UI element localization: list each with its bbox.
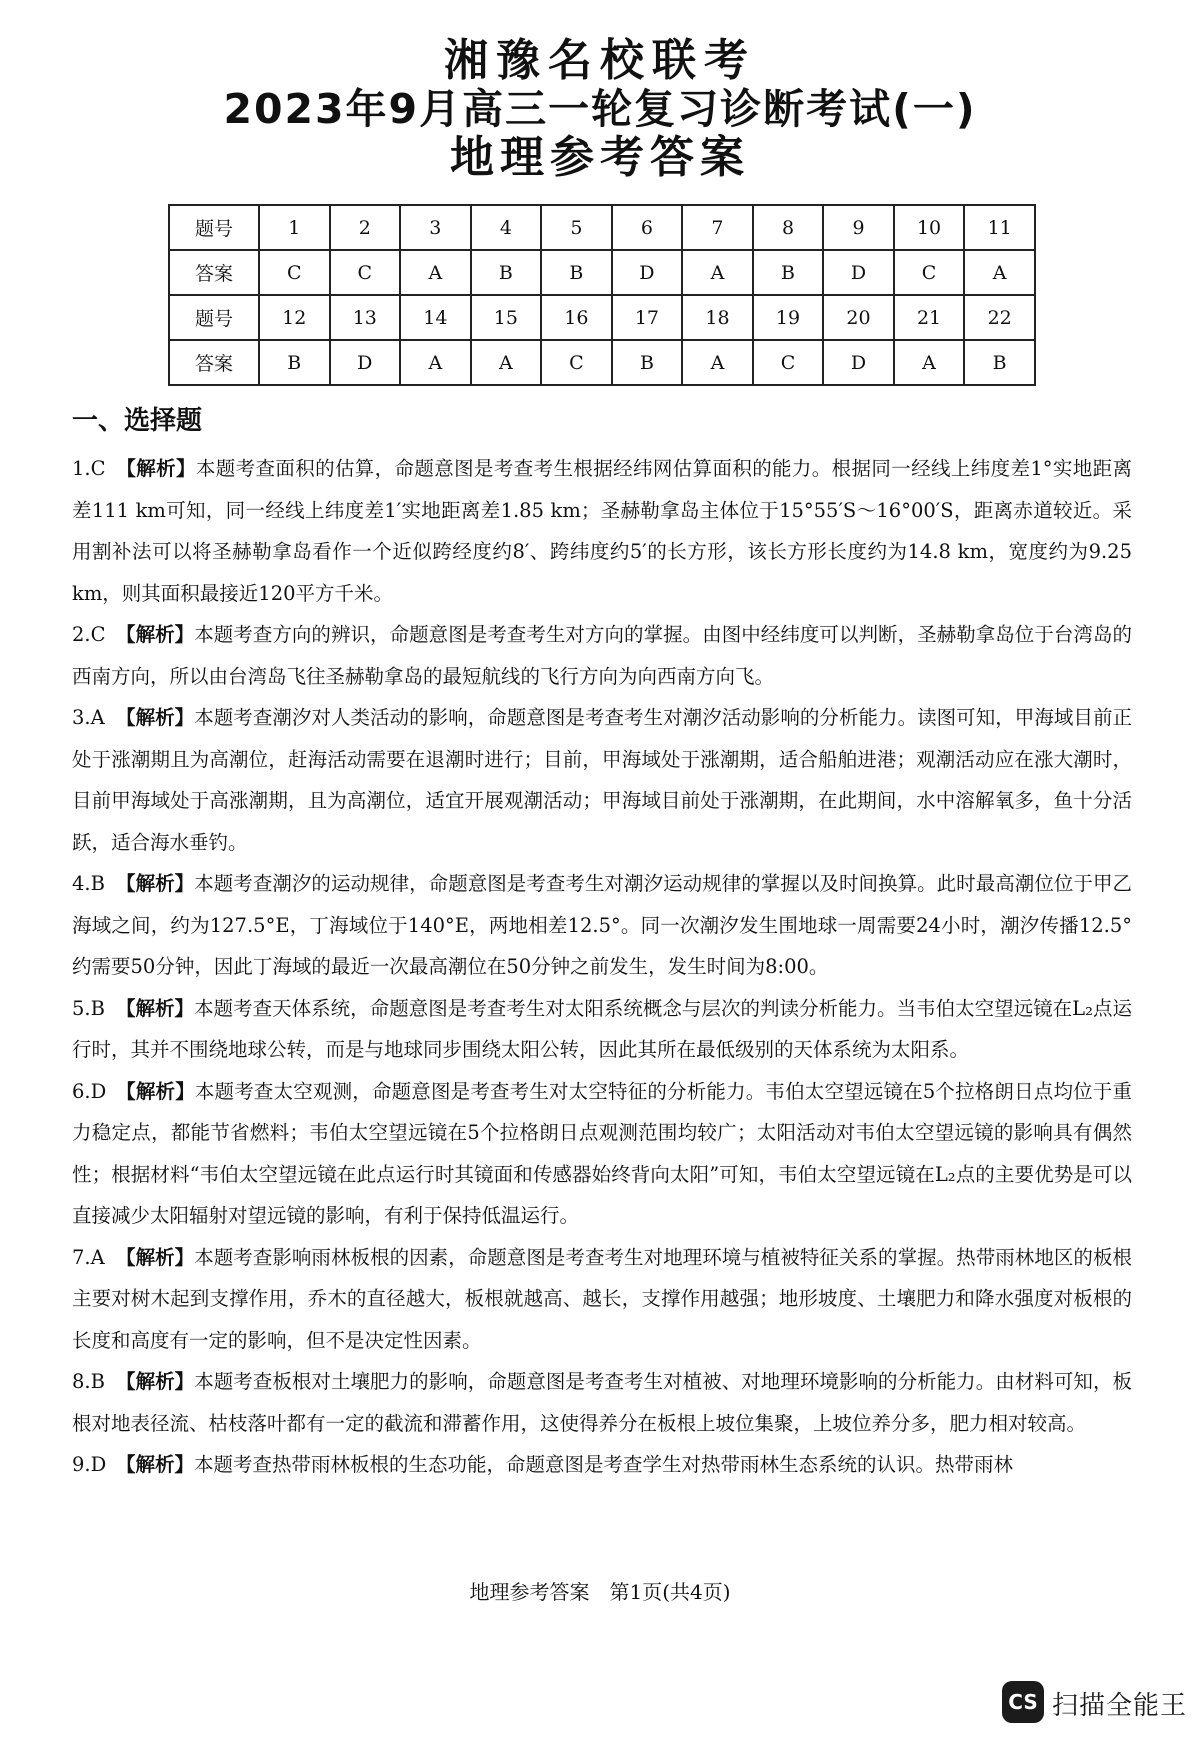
analysis-tag: 【解析】 [116, 706, 195, 729]
question-number: 11 [964, 205, 1035, 250]
question-answer-label: 7.A [72, 1245, 105, 1269]
section-title: 一、选择题 [72, 406, 203, 436]
camscanner-logo-icon: CS [1002, 1681, 1044, 1723]
question-number: 6 [612, 205, 683, 250]
question-item [72, 1444, 1132, 1486]
analysis-tag: 【解析】 [116, 623, 195, 646]
answer-cell: D [823, 250, 894, 295]
analysis-text: 本题考查热带雨林板根的生态功能，命题意图是考查学生对热带雨林生态系统的认识。热带雨林 [194, 1453, 1014, 1476]
answer-cell: A [682, 340, 753, 385]
question-number: 17 [612, 295, 683, 340]
analysis-text: 本题考查面积的估算，命题意图是考查考生根据经纬网估算面积的能力。根据同一经线上纬度差1°实地距离差111 km可知，同一经线上纬度差1′实地距离差1.85 km；圣赫勒拿岛主体位于15°55′S～16°00′S，距离赤道较近。采用割补法可以将圣赫勒拿岛看作一个近似跨经度约8′、跨纬度约5′的长方形，该长方形长度约为14.8 km，宽度约为9.25 km，则其面积最接近120平方千米。 [72, 457, 1132, 605]
answer-cell: B [753, 250, 824, 295]
row-label: 答案 [169, 340, 259, 385]
answer-cell: D [330, 340, 401, 385]
answer-cell: B [541, 250, 612, 295]
question-number: 16 [541, 295, 612, 340]
answer-cell: A [894, 340, 965, 385]
answer-cell: C [541, 340, 612, 385]
row-label: 答案 [169, 250, 259, 295]
question-item [72, 863, 1132, 988]
question-number: 21 [894, 295, 965, 340]
question-number: 3 [400, 205, 471, 250]
question-answer-label: 2.C [72, 623, 106, 646]
row-label: 题号 [169, 205, 259, 250]
question-item [72, 697, 1132, 863]
question-number: 4 [471, 205, 542, 250]
question-number: 20 [823, 295, 894, 340]
analysis-text: 本题考查潮汐的运动规律，命题意图是考查考生对潮汐运动规律的掌握以及时间换算。此时最高潮位位于甲乙海域之间，约为127.5°E，丁海域位于140°E，两地相差12.5°。同一次潮汐发生围地球一周需要24小时，潮汐传播12.5°约需要50分钟，因此丁海域的最近一次最高潮位在50分钟之前发生，发生时间为8:00。 [72, 872, 1132, 978]
question-item [72, 988, 1132, 1071]
answer-cell: B [471, 250, 542, 295]
question-number-row [169, 205, 1035, 250]
analysis-text: 本题考查板根对土壤肥力的影响，命题意图是考查考生对植被、对地理环境影响的分析能力。由材料可知，板根对地表径流、枯枝落叶都有一定的截流和滞蓄作用，这使得养分在板根上坡位集聚，上坡位养分多，肥力相对较高。 [72, 1370, 1132, 1435]
analysis-text: 本题考查方向的辨识，命题意图是考查考生对方向的掌握。由图中经纬度可以判断，圣赫勒拿岛位于台湾岛的西南方向，所以由台湾岛飞往圣赫勒拿岛的最短航线的飞行方向为向西南方向飞。 [72, 623, 1132, 688]
question-answer-label: 6.D [72, 1079, 107, 1103]
answer-cell: A [682, 250, 753, 295]
exam-name-title: 2023年9月高三一轮复习诊断考试(一) [223, 85, 977, 133]
question-number: 12 [259, 295, 330, 340]
answer-cell: C [259, 250, 330, 295]
question-number: 15 [471, 295, 542, 340]
analysis-tag: 【解析】 [116, 1079, 195, 1103]
analysis-tag: 【解析】 [116, 872, 195, 895]
question-number: 7 [682, 205, 753, 250]
answer-cell: D [823, 340, 894, 385]
analysis-tag: 【解析】 [116, 1453, 195, 1476]
answer-row [169, 340, 1035, 385]
answer-cell: A [471, 340, 542, 385]
answer-cell: C [330, 250, 401, 295]
analysis-text: 本题考查影响雨林板根的因素，命题意图是考查考生对地理环境与植被特征关系的掌握。热带雨林地区的板根主要对树木起到支撑作用，乔木的直径越大，板根就越高、越长，支撑作用越强；地形坡度、土壤肥力和降水强度对板根的长度和高度有一定的影响，但不是决定性因素。 [72, 1245, 1132, 1352]
question-number: 19 [753, 295, 824, 340]
answer-cell: A [400, 250, 471, 295]
answer-cell: B [259, 340, 330, 385]
answer-cell: A [964, 250, 1035, 295]
answer-table [168, 204, 1036, 386]
answer-cell: B [964, 340, 1035, 385]
question-answer-label: 9.D [72, 1453, 107, 1476]
answer-row [169, 250, 1035, 295]
analysis-tag: 【解析】 [116, 996, 195, 1020]
question-item [72, 448, 1132, 614]
question-item [72, 1071, 1132, 1237]
question-number: 22 [964, 295, 1035, 340]
question-list [72, 448, 1132, 1486]
analysis-text: 本题考查潮汐对人类活动的影响，命题意图是考查考生对潮汐活动影响的分析能力。读图可知，甲海域目前正处于涨潮期且为高潮位，赶海活动需要在退潮时进行；目前，甲海域处于涨潮期，适合船舶进港；观潮活动应在涨大潮时，目前甲海域处于高涨潮期，且为高潮位，适宜开展观潮活动；甲海域目前处于涨潮期，在此期间，水中溶解氧多，鱼十分活跃，适合海水垂钓。 [72, 706, 1132, 854]
question-answer-label: 8.B [72, 1370, 105, 1393]
question-answer-label: 3.A [72, 706, 105, 729]
scanner-watermark [1002, 1681, 1192, 1723]
answer-cell: B [612, 340, 683, 385]
page-footer: 地理参考答案 第1页(共4页) [469, 1580, 731, 1604]
row-label: 题号 [169, 295, 259, 340]
answer-cell: A [400, 340, 471, 385]
answer-cell: C [894, 250, 965, 295]
question-answer-label: 1.C [72, 457, 106, 480]
analysis-text: 本题考查太空观测，命题意图是考查考生对太空特征的分析能力。韦伯太空望远镜在5个拉格朗日点均位于重力稳定点，都能节省燃料；韦伯太空望远镜在5个拉格朗日点观测范围均较广；太阳活动对韦伯太空望远镜的影响具有偶然性；根据材料“韦伯太空望远镜在此点运行时其镜面和传感器始终背向太阳”可知，韦伯太空望远镜在L₂点的主要优势是可以直接减少太阳辐射对望远镜的影响，有利于保持低温运行。 [72, 1079, 1132, 1227]
question-item [72, 614, 1132, 697]
question-number: 8 [753, 205, 824, 250]
analysis-tag: 【解析】 [116, 1370, 195, 1393]
question-number: 18 [682, 295, 753, 340]
question-number: 2 [330, 205, 401, 250]
answer-key-title: 地理参考答案 [450, 132, 750, 183]
exam-org-title: 湘豫名校联考 [444, 35, 756, 86]
question-number-row [169, 295, 1035, 340]
question-number: 13 [330, 295, 401, 340]
analysis-tag: 【解析】 [116, 1245, 195, 1269]
question-item [72, 1237, 1132, 1362]
question-answer-label: 4.B [72, 872, 105, 895]
question-number: 9 [823, 205, 894, 250]
question-number: 10 [894, 205, 965, 250]
question-number: 1 [259, 205, 330, 250]
question-number: 5 [541, 205, 612, 250]
watermark-text: 扫描全能王 [1052, 1691, 1188, 1721]
answer-cell: D [612, 250, 683, 295]
question-answer-label: 5.B [72, 996, 105, 1020]
analysis-tag: 【解析】 [116, 457, 196, 480]
question-number: 14 [400, 295, 471, 340]
question-item [72, 1361, 1132, 1444]
answer-cell: C [753, 340, 824, 385]
analysis-text: 本题考查天体系统，命题意图是考查考生对太阳系统概念与层次的判读分析能力。当韦伯太空望远镜在L₂点运行时，其并不围绕地球公转，而是与地球同步围绕太阳公转，因此其所在最低级别的天体系统为太阳系。 [72, 996, 1132, 1061]
